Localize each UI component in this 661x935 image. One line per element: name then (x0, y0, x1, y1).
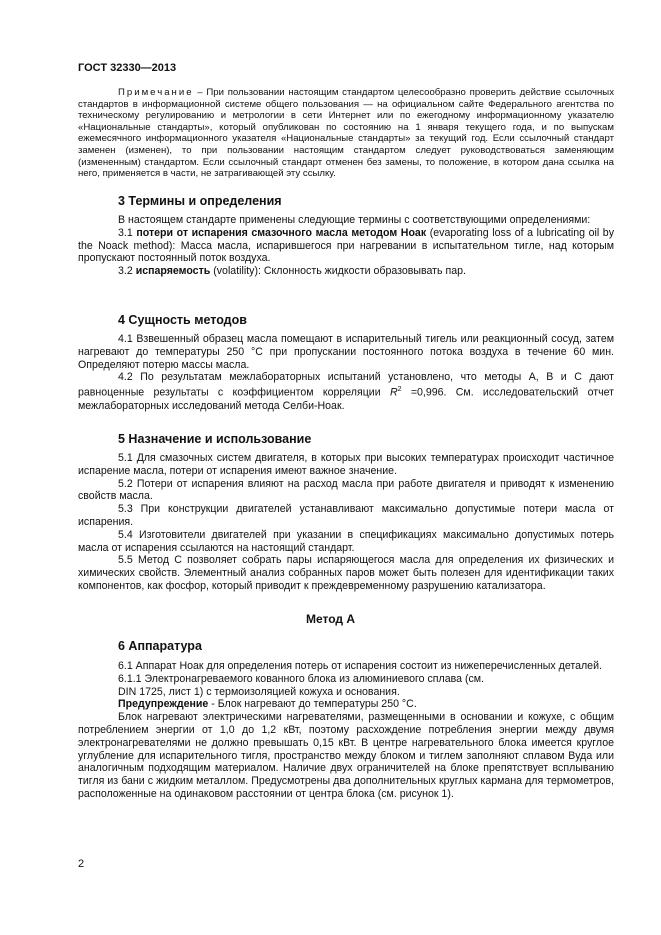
term2: испаряемость (135, 265, 211, 278)
term1: потери от испарения смазочного масла методом Ноак (136, 226, 427, 239)
s5-p3: 5.3 При конструкции двигателей устанавливают максимально допустимые потери масла от испарения. (78, 503, 614, 528)
section-3-body (78, 214, 614, 278)
note-paragraph (78, 87, 614, 180)
s4-p2: 4.2 По результатам межлабораторных испытаний установлено, что методы А, В и С дают равноценные результаты с коэффициентом корреляции $R^2 =0,996$. См. исследовательский отчет межлабораторных исследований метода Селби-Ноак. (78, 371, 614, 412)
s6-p1: 6.1 Аппарат Ноак для определения потерь от испарения состоит из нижеперечисленных деталей. (118, 660, 602, 672)
s6-p2: 6.1.1 Электронагреваемого кованного блока из алюминиевого сплава (см. (118, 672, 484, 685)
section-5-body (78, 452, 614, 593)
s3-term2: 3.2 испаряемость (volatility): Склонность жидкости образовывать пар. (118, 265, 466, 278)
method-a-heading: Метод А (305, 612, 356, 626)
s3-term1: 3.1 потери от испарения смазочного масла методом Ноак (evaporating loss of a lubricating oil by the Noack method): Масса масла, испарившегося при нагревании в испытательном тигле, над которым пропускают постоянный поток воздуха. (78, 226, 614, 265)
s5-p4: 5.4 Изготовители двигателей при указании в спецификациях максимально допустимых потерь масла от испарения ссылаются на настоящий стандарт. (78, 528, 614, 554)
s5-p2: 5.2 Потери от испарения влияют на расход масла при работе двигателя и приводят к изменению свойств масла. (78, 477, 614, 503)
s6-warning: Предупреждение - Блок нагревают до температуры 250 °С. (118, 698, 417, 711)
warning-label: Предупреждение (118, 698, 209, 711)
s6-p3: DIN 1725, лист 1) с термоизоляцией кожуха и основания. (118, 685, 400, 698)
s4-p1: 4.1 Взвешенный образец масла помещают в испарительный тигель или реакционный сосуд, затем нагревают до температуры 250 °С при пропускании постоянного потока воздуха в течение 60 мин. Определяют потерю массы масла. (78, 333, 614, 371)
section-4-body (78, 333, 614, 412)
s6-p4: Блок нагревают электрическими нагревателями, размещенными в основании и кожухе, с общим потреблением энергии от 1,0 до 1,2 кВт, поэтому расхождение потребления энергии между двумя электронагревателями не должно превышать 0,15 кВт. В центре нагревательного блока имеется круглое углубление для испарительного тигля, пространство между блоком и тиглем заполняют сплавом Вуда или аналогичным подходящим материалом. Наличие двух ограничителей на блоке препятствует всплыванию тигля из бани с жидким металлом. Предусмотрены два дополнительных круглых кармана для термометров, расположенные на одинаковом расстоянии от центра блока (см. рисунок 1). (78, 711, 614, 800)
note-label: Примечание (118, 87, 194, 98)
s3-intro: В настоящем стандарте применены следующие термины с соответствующими определениями: (118, 214, 591, 226)
section-6-heading: 6 Аппаратура (118, 639, 202, 653)
section-4-heading: 4 Сущность методов (118, 313, 247, 327)
section-6-body (78, 660, 614, 801)
page-number: 2 (78, 858, 85, 870)
section-3-heading: 3 Термины и определения (118, 194, 282, 208)
s5-p1: 5.1 Для смазочных систем двигателя, в которых при высоких температурах происходит частичное испарение масла, потери от испарения имеют важное значение. (78, 452, 614, 477)
note-text: – При пользовании настоящим стандартом целесообразно проверить действие ссылочных стандартов в информационной системе общего пользования — на официальном сайте Федерального агентства по техническому регулированию и метрологии в сети Интернет или по ежегодному информационному указателю «Национальные стандарты», который опубликован по состоянию на 1 января текущего года, и по выпускам ежемесячного информационного указателя «Национальные стандарты» за текущий год. Если ссылочный стандарт заменен (изменен), то при пользовании настоящим стандартом следует руководствоваться заменяющим (измененным) стандартом. Если ссылочный стандарт отменен без замены, то положение, в котором дана ссылка на него, применяется в части, не затрагивающей эту ссылку. (78, 87, 614, 180)
doc-header: ГОСТ 32330—2013 (78, 62, 177, 74)
s5-p5: 5.5 Метод С позволяет собрать пары испаряющегося масла для определения их физических и химических свойств. Элементный анализ собранных паров может быть полезен для идентификации таких компонентов, как фосфор, который приводит к преждевременному разрушению катализатора. (78, 554, 614, 592)
section-5-heading: 5 Назначение и использование (118, 432, 312, 446)
